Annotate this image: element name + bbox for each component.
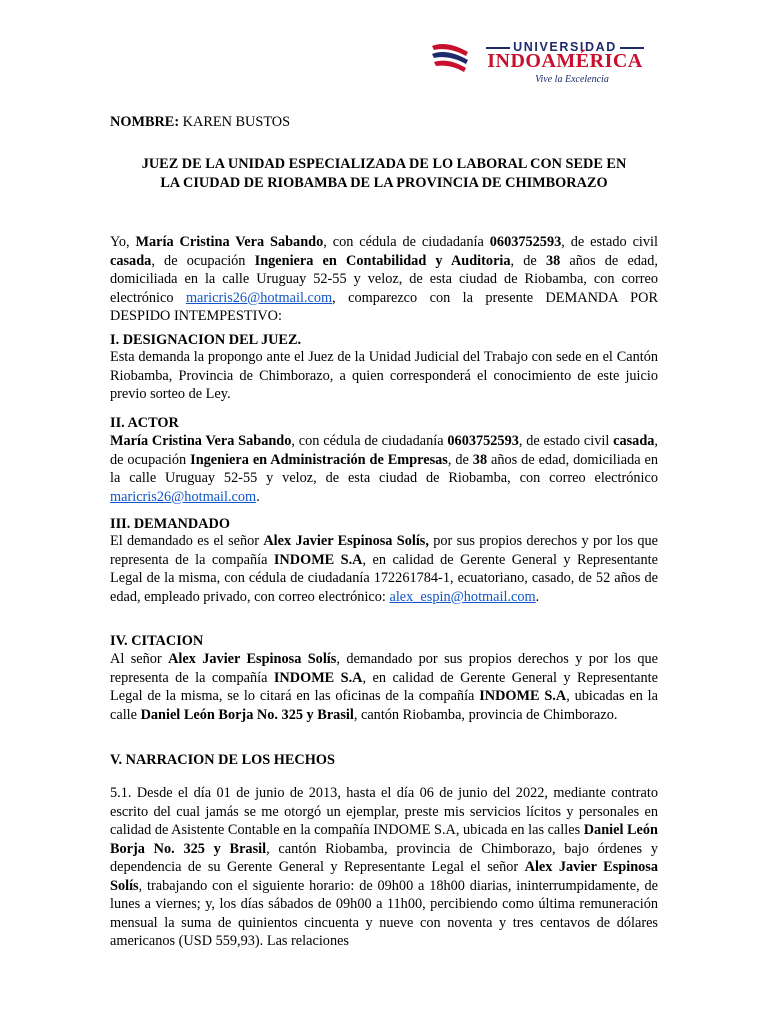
logo-main-text: INDOAMÉRICA <box>487 50 643 72</box>
logo-tagline: Vive la Excelencia <box>535 74 609 85</box>
intro-paragraph: Yo, María Cristina Vera Sabando, con cédula de ciudadanía 0603752593, de estado civil casada, de ocupación Ingeniera en Contabilidad y Auditoria, de 38 años de edad, domiciliada en la calle Uruguay 52-55 y veloz, de esta ciudad de Riobamba, con correo electrónico maricris26@hotmail.com, comparezco con la presente DEMANDA POR DESPIDO INTEMPESTIVO: <box>110 234 659 324</box>
university-logo <box>428 40 660 92</box>
section-5-text: 5.1. Desde el día 01 de junio de 2013, hasta el día 06 de junio del 2022, mediante contrato escrito del cual jamás se me otorgó un ejemplar, preste mis servicios lícitos y personales en calidad de Asistente Contable en la compañía INDOME S.A, ubicada en las calles Daniel León Borja No. 325 y Brasil, cantón Riobamba, provincia de Chimborazo, bajo órdenes y dependencia de su Gerente General y Representante Legal el señor Alex Javier Espinosa Solís, trabajando con el siguiente horario: de 09h00 a 18h00 diarias, ininterrumpidamente, de lunes a viernes; y, los días sábados de 09h00 a 11h00, percibiendo como última remuneración mensual la suma de quinientos cincuenta y nueve con noventa y tres centavos de dólares americanos (USD 559,93). Las relaciones <box>110 785 659 949</box>
nombre-value: KAREN BUSTOS <box>179 114 291 130</box>
intro-email-link[interactable]: maricris26@hotmail.com <box>185 289 333 306</box>
section-4-title: IV. CITACION <box>110 633 204 649</box>
section-2-title: II. ACTOR <box>110 415 179 431</box>
section-3-title: III. DEMANDADO <box>110 516 230 532</box>
demandado-email-link[interactable]: alex_espin@hotmail.com <box>389 588 536 605</box>
section-4-text: Al señor Alex Javier Espinosa Solís, demandado por sus propios derechos y por los que representa de la compañía INDOME S.A, en calidad de Gerente General y Representante Legal de la misma, se lo citará en las oficinas de la compañía INDOME S.A, ubicadas en la calle Daniel León Borja No. 325 y Brasil, cantón Riobamba, provincia de Chimborazo. <box>110 651 658 723</box>
juez-heading-line-1: JUEZ DE LA UNIDAD ESPECIALIZADA DE LO LABORAL CON SEDE EN <box>141 156 627 172</box>
nombre-line <box>110 113 658 132</box>
section-1-text: Esta demanda la propongo ante el Juez de la Unidad Judicial del Trabajo con sede en el Cantón Riobamba, Provincia de Chimborazo, a quien corresponderá el conocimiento de este juicio previo sorteo de Ley. <box>110 349 658 402</box>
logo-emblem-icon <box>428 40 472 80</box>
section-1-title: I. DESIGNACION DEL JUEZ. <box>110 332 302 348</box>
section-2-text: María Cristina Vera Sabando, con cédula de ciudadanía 0603752593, de estado civil casada, de ocupación Ingeniera en Administración de Empresas, de 38 años de edad, domiciliada en la calle Uruguay 52-55 y veloz, de esta ciudad de Riobamba, con correo electrónico maricris26@hotmail.com. <box>110 433 659 505</box>
nombre-label: NOMBRE: <box>110 114 180 130</box>
logo-top-text: UNIVERSIDAD <box>470 40 660 54</box>
juez-heading-line-2: LA CIUDAD DE RIOBAMBA DE LA PROVINCIA DE CHIMBORAZO <box>160 175 608 191</box>
section-3-text: El demandado es el señor Alex Javier Espinosa Solís, por sus propios derechos y por los que representa de la compañía INDOME S.A, en calidad de Gerente General y Representante Legal de la misma, con cédula de ciudadanía 172261784-1, ecuatoriano, casado, de 52 años de edad, empleado privado, con correo electrónico: alex_espin@hotmail.com. <box>110 533 658 605</box>
section-5-title: V. NARRACION DE LOS HECHOS <box>110 752 335 768</box>
actor-email-link[interactable]: maricris26@hotmail.com <box>110 488 257 505</box>
